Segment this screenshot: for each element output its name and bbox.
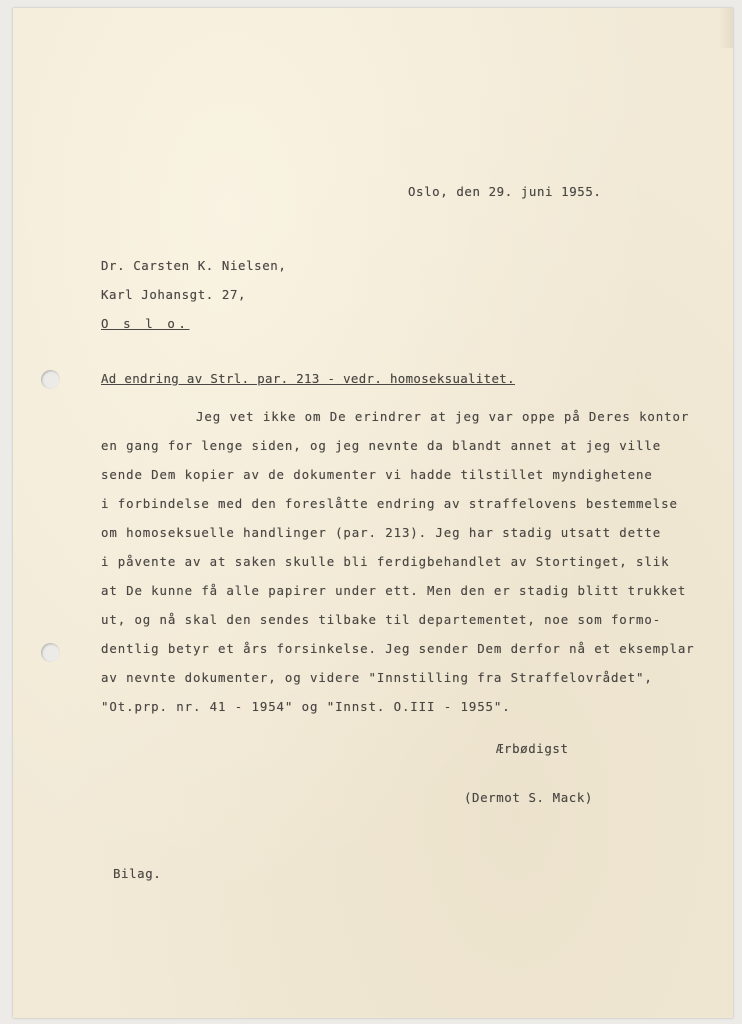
recipient-street: Karl Johansgt. 27, — [101, 287, 247, 302]
body-line: dentlig betyr et års forsinkelse. Jeg sender Dem derfor nå et eksemplar — [101, 641, 695, 656]
body-line: "Ot.prp. nr. 41 - 1954" og "Innst. O.III - 1955". — [101, 699, 511, 714]
recipient-city: O s l o. — [101, 316, 190, 331]
enclosure-note: Bilag. — [113, 866, 162, 881]
body-line: i påvente av at saken skulle bli ferdigbehandlet av Stortinget, slik — [101, 554, 670, 569]
letter-sheet — [13, 8, 733, 1018]
body-line: i forbindelse med den foreslåtte endring av straffelovens bestemmelse — [101, 496, 678, 511]
letter-subject: Ad endring av Strl. par. 213 - vedr. homoseksualitet. — [101, 371, 515, 386]
body-line: ut, og nå skal den sendes tilbake til departementet, noe som formo- — [101, 612, 662, 627]
body-line: sende Dem kopier av de dokumenter vi hadde tilstillet myndighetene — [101, 467, 653, 482]
punch-hole-bottom — [41, 643, 60, 662]
letter-date: Oslo, den 29. juni 1955. — [408, 184, 602, 199]
body-line: om homoseksuelle handlinger (par. 213). Jeg har stadig utsatt dette — [101, 525, 662, 540]
body-line: at De kunne få alle papirer under ett. Men den er stadig blitt trukket — [101, 583, 687, 598]
recipient-name: Dr. Carsten K. Nielsen, — [101, 258, 287, 273]
paper-fold-shadow — [719, 8, 733, 48]
body-line: Jeg vet ikke om De erindrer at jeg var oppe på Deres kontor — [196, 409, 690, 424]
body-line: av nevnte dokumenter, og videre "Innstilling fra Straffelovrådet", — [101, 670, 653, 685]
letter-signature: (Dermot S. Mack) — [464, 790, 593, 805]
body-line: en gang for lenge siden, og jeg nevnte da blandt annet at jeg ville — [101, 438, 662, 453]
punch-hole-top — [41, 370, 60, 389]
letter-closing: Ærbødigst — [496, 741, 569, 756]
